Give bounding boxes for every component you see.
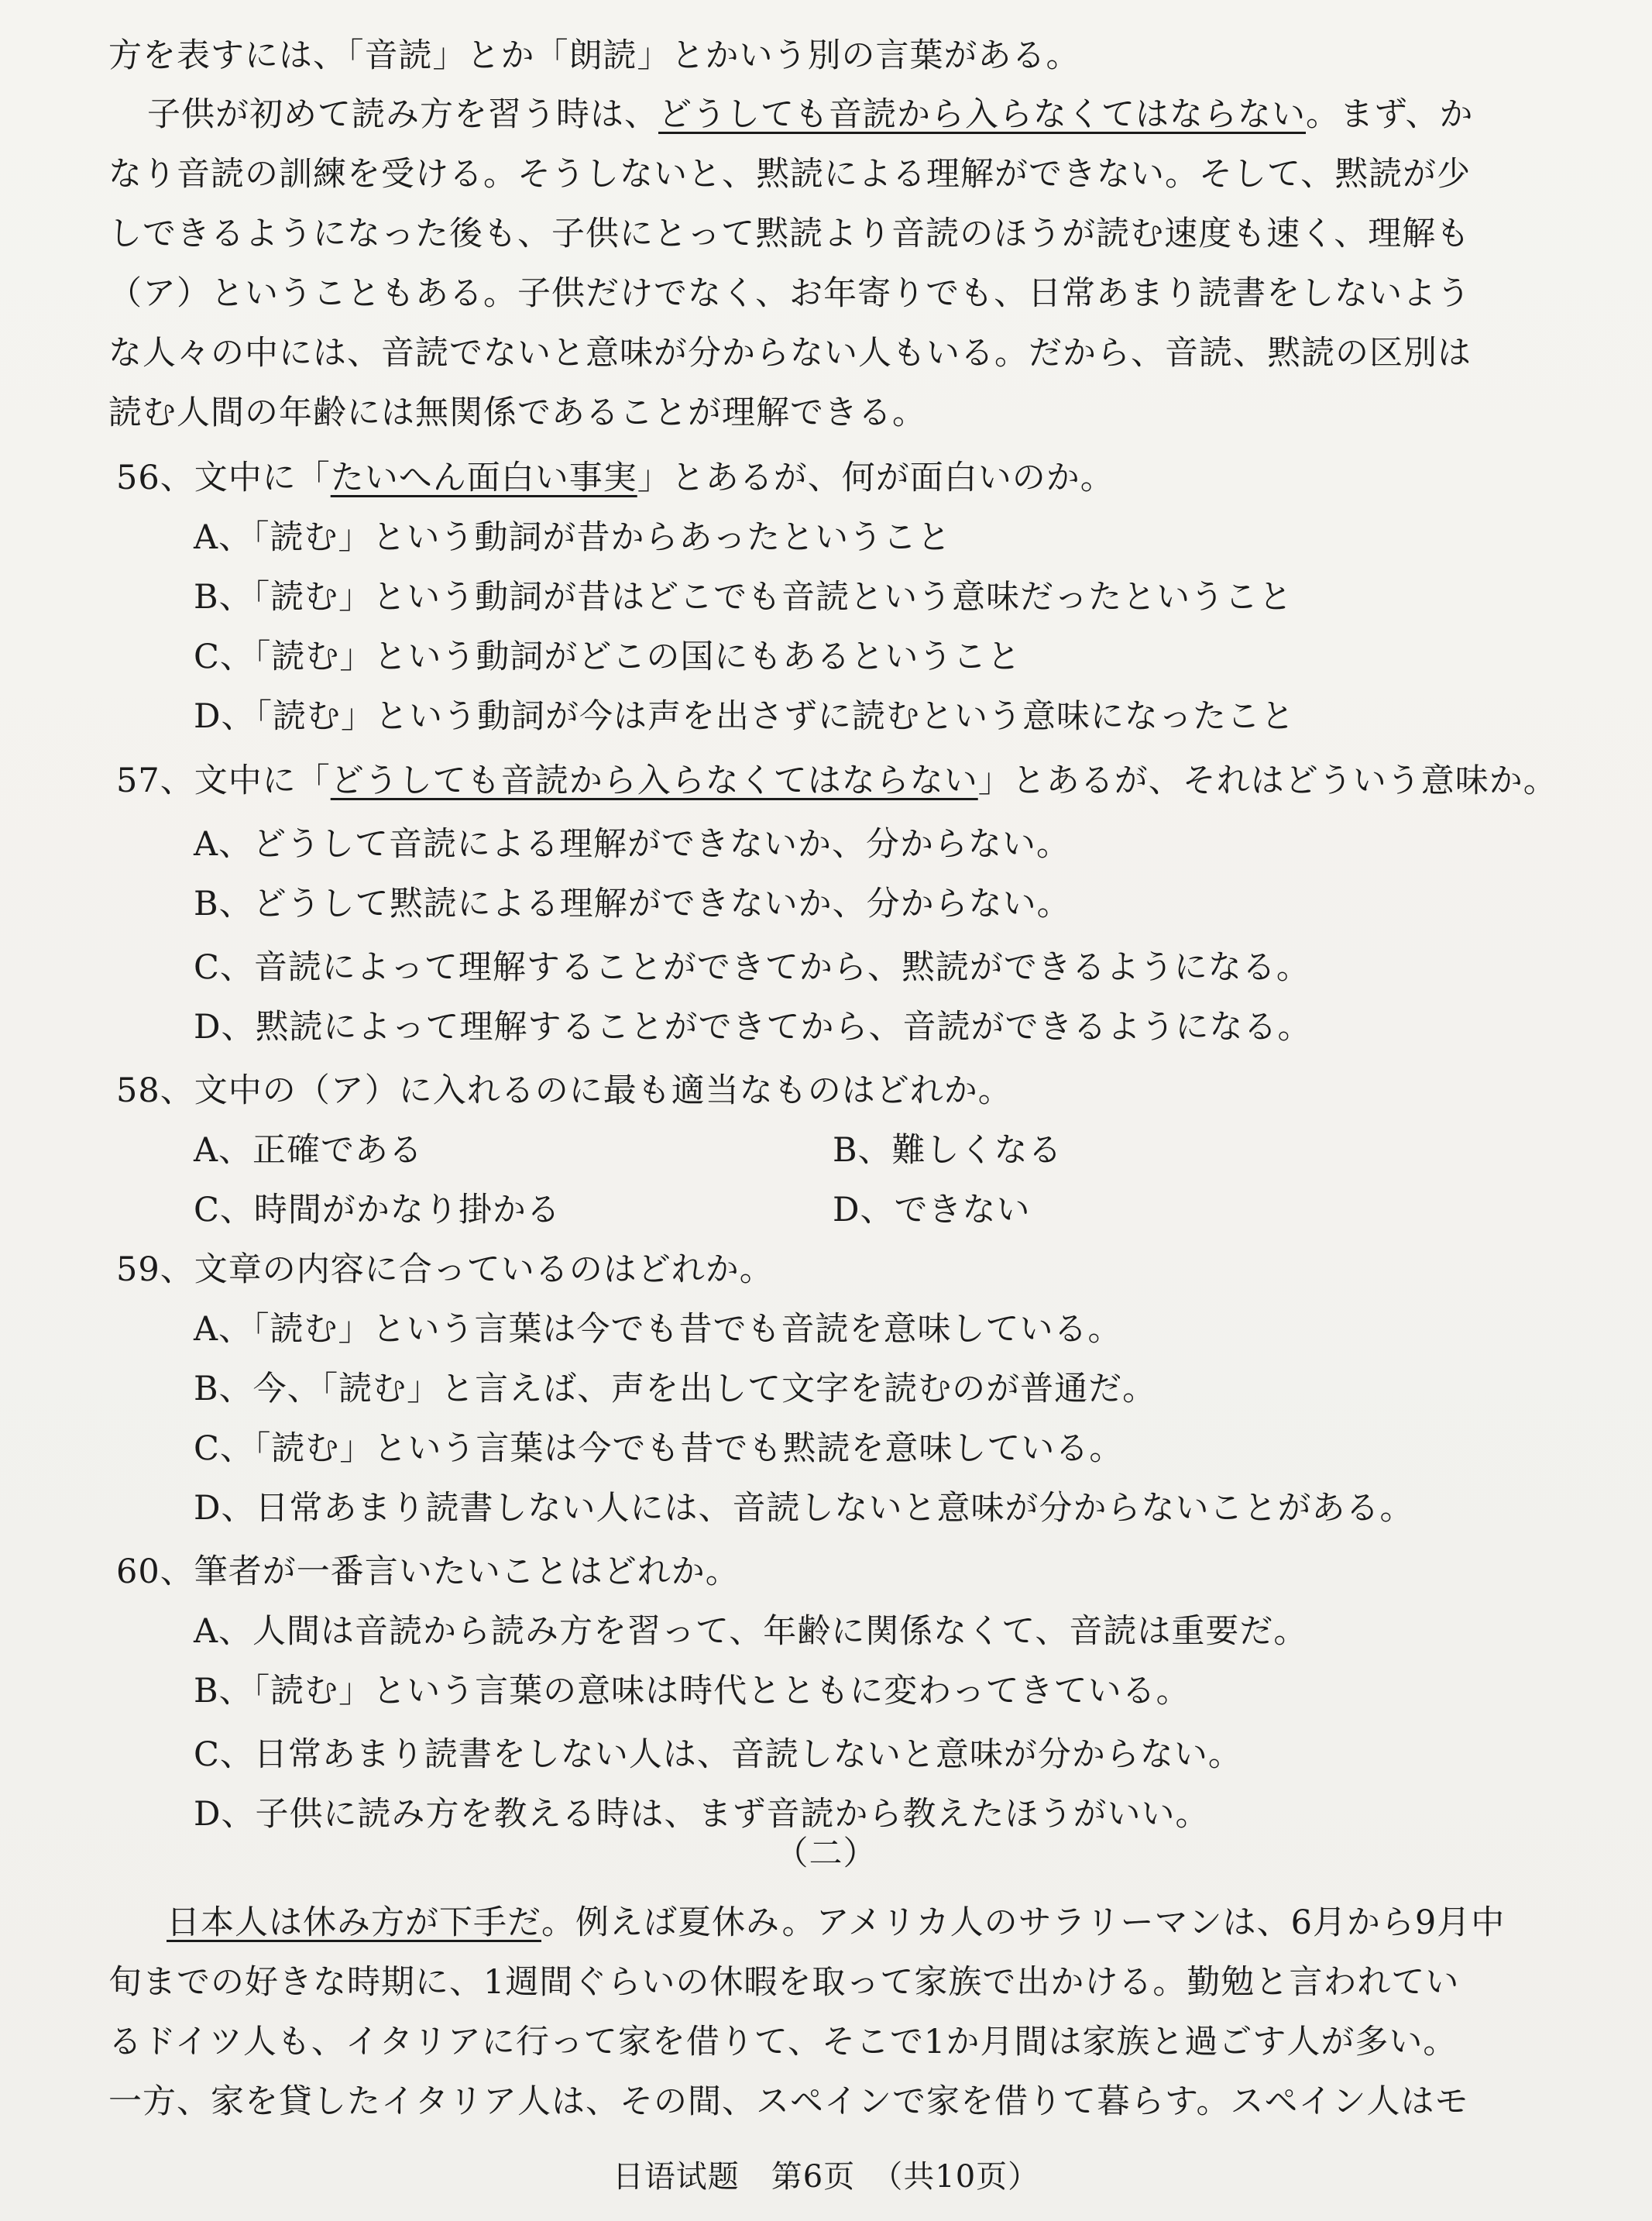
- question-59: 59、文章の内容に合っているのはどれか。: [116, 1250, 774, 1289]
- passage-line-3: なり音読の訓練を受ける。そうしないと、黙読による理解ができない。そして、黙読が少: [108, 155, 1472, 194]
- q60-option-c: C、日常あまり読書をしない人は、音読しないと意味が分からない。: [194, 1735, 1242, 1774]
- question-58: 58、文中の（ア）に入れるのに最も適当なものはどれか。: [116, 1071, 1012, 1110]
- question-57: [116, 758, 1558, 804]
- passage-line-2-post: 。まず、か: [1306, 95, 1474, 134]
- page-footer: 日语试题 第6页 （共10页）: [612, 2159, 1040, 2195]
- q56-post: 」とあるが、何が面白いのか。: [637, 459, 1114, 497]
- q57-pre: 57、文中に「: [116, 762, 331, 800]
- underlined-phrase: どうしても音読から入らなくてはならない: [658, 95, 1306, 134]
- q60-option-d: D、子供に読み方を教える時は、まず音読から教えたほうがいい。: [194, 1795, 1210, 1834]
- q59-option-c: C、「読む」という言葉は今でも昔でも黙読を意味している。: [194, 1429, 1124, 1468]
- q57-option-c: C、音読によって理解することができてから、黙読ができるようになる。: [194, 948, 1310, 987]
- q58-option-a: A、正確である: [194, 1131, 424, 1170]
- question-60: 60、筆者が一番言いたいことはどれか。: [116, 1552, 740, 1591]
- q56-option-b: B、「読む」という動詞が昔はどこでも音読という意味だったということ: [194, 578, 1293, 617]
- q56-underlined: たいへん面白い事実: [330, 459, 637, 497]
- q57-option-d: D、黙読によって理解することができてから、音読ができるようになる。: [194, 1008, 1312, 1047]
- q59-option-b: B、今、「読む」と言えば、声を出して文字を読むのが普通だ。: [194, 1370, 1157, 1408]
- passage-line-1: 方を表すには、「音読」とか「朗読」とかいう別の言葉がある。: [108, 36, 1080, 75]
- q56-option-d: D、「読む」という動詞が今は声を出さずに読むという意味になったこと: [194, 697, 1295, 736]
- passage-line-4: しできるようになった後も、子供にとって黙読より音読のほうが読む速度も速く、理解も: [108, 215, 1471, 253]
- q57-post: 」とあるが、それはどういう意味か。: [977, 762, 1558, 800]
- q56-pre: 56、文中に「: [116, 459, 331, 497]
- passage-line-2: [147, 91, 1474, 138]
- q59-option-d: D、日常あまり読書しない人には、音読しないと意味が分からないことがある。: [194, 1489, 1414, 1528]
- q58-option-b: B、難しくなる: [833, 1131, 1063, 1170]
- passage-line-5: （ア）ということもある。子供だけでなく、お年寄りでも、日常あまり読書をしないよう: [108, 274, 1472, 313]
- passage-line-7: 読む人間の年齢には無関係であることが理解できる。: [108, 394, 926, 432]
- section2-underlined: 日本人は休み方が下手だ: [167, 1903, 541, 1942]
- q57-option-b: B、どうして黙読による理解ができないか、分からない。: [194, 885, 1071, 923]
- question-56: [116, 455, 1114, 501]
- section2-line-1-post: 。例えば夏休み。アメリカ人のサラリーマンは、6月から9月中: [541, 1903, 1506, 1942]
- q60-option-a: A、人間は音読から読み方を習って、年齢に関係なくて、音読は重要だ。: [194, 1612, 1308, 1651]
- section2-line-3: るドイツ人も、イタリアに行って家を借りて、そこで1か月間は家族と過ごす人が多い。: [108, 2023, 1458, 2061]
- q58-option-d: D、できない: [833, 1191, 1031, 1229]
- section-heading: （二）: [774, 1834, 878, 1873]
- q58-option-c: C、時間がかなり掛かる: [194, 1191, 561, 1229]
- q57-option-a: A、どうして音読による理解ができないか、分からない。: [194, 825, 1071, 864]
- q60-option-b: B、「読む」という言葉の意味は時代とともに変わってきている。: [194, 1672, 1190, 1710]
- section2-line-4: 一方、家を貸したイタリア人は、その間、スペインで家を借りて暮らす。スペイン人はモ: [108, 2082, 1469, 2121]
- passage-line-6: な人々の中には、音読でないと意味が分からない人もいる。だから、音読、黙読の区別は: [108, 334, 1472, 373]
- section2-line-1: [167, 1900, 1505, 1946]
- passage-line-2-pre: 子供が初めて読み方を習う時は、: [147, 95, 658, 134]
- q56-option-c: C、「読む」という動詞がどこの国にもあるということ: [194, 638, 1022, 676]
- section2-line-2: 旬までの好きな時期に、1週間ぐらいの休暇を取って家族で出かける。勤勉と言われてい: [108, 1963, 1460, 2002]
- q57-underlined: どうしても音読から入らなくてはならない: [330, 762, 978, 800]
- q59-option-a: A、「読む」という言葉は今でも昔でも音読を意味している。: [194, 1310, 1122, 1349]
- q56-option-a: A、「読む」という動詞が昔からあったということ: [194, 518, 952, 557]
